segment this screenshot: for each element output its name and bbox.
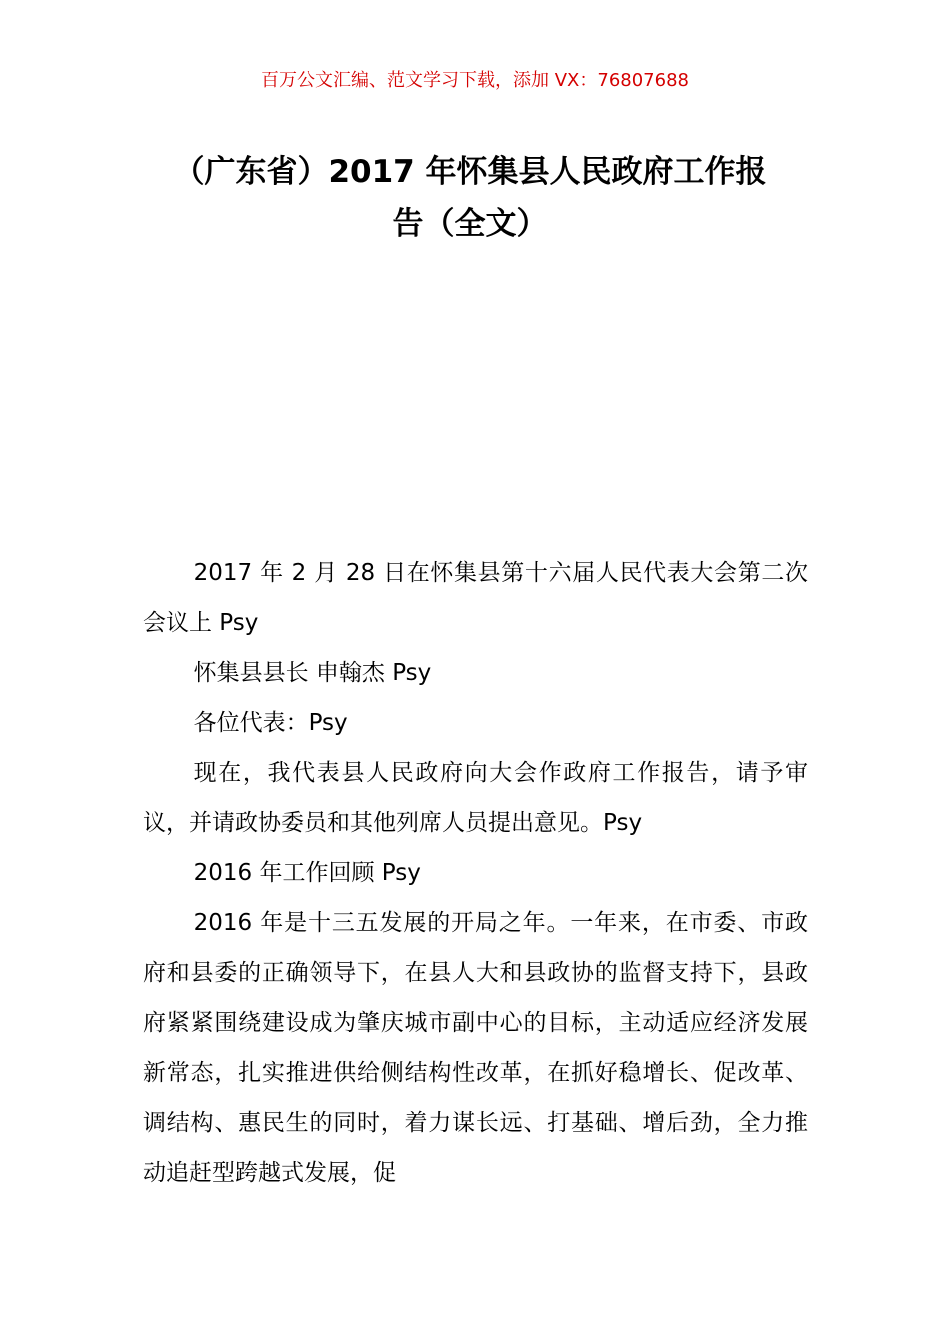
- paragraph-intro: 现在，我代表县人民政府向大会作政府工作报告，请予审议，并请政协委员和其他列席人员提出意见。Psy: [143, 760, 808, 836]
- paragraph-section-heading: 2016 年工作回顾 Psy: [193, 860, 421, 886]
- document-title: [120, 146, 820, 250]
- paragraph-speaker: 怀集县县长 申翰杰 Psy: [193, 660, 432, 686]
- paragraph-salutation: 各位代表：Psy: [193, 710, 348, 736]
- document-body: [143, 548, 808, 1198]
- paragraph-meeting-info: 2017 年 2 月 28 日在怀集县第十六届人民代表大会第二次会议上 Psy: [143, 560, 808, 636]
- document-title-line-1: （广东省）2017 年怀集县人民政府工作报: [173, 154, 767, 190]
- document-title-line-2: 告（全文）: [392, 206, 548, 242]
- paragraph-review: 2016 年是十三五发展的开局之年。一年来，在市委、市政府和县委的正确领导下，在县人大和县政协的监督支持下，县政府紧紧围绕建设成为肇庆城市副中心的目标，主动适应经济发展新常态，扎实推进供给侧结构性改革，在抓好稳增长、促改革、调结构、惠民生的同时，着力谋长远、打基础、增后劲，全力推动追赶型跨越式发展，促: [143, 910, 808, 1186]
- header-note: 百万公文汇编、范文学习下载，添加 VX：76807688: [261, 70, 689, 91]
